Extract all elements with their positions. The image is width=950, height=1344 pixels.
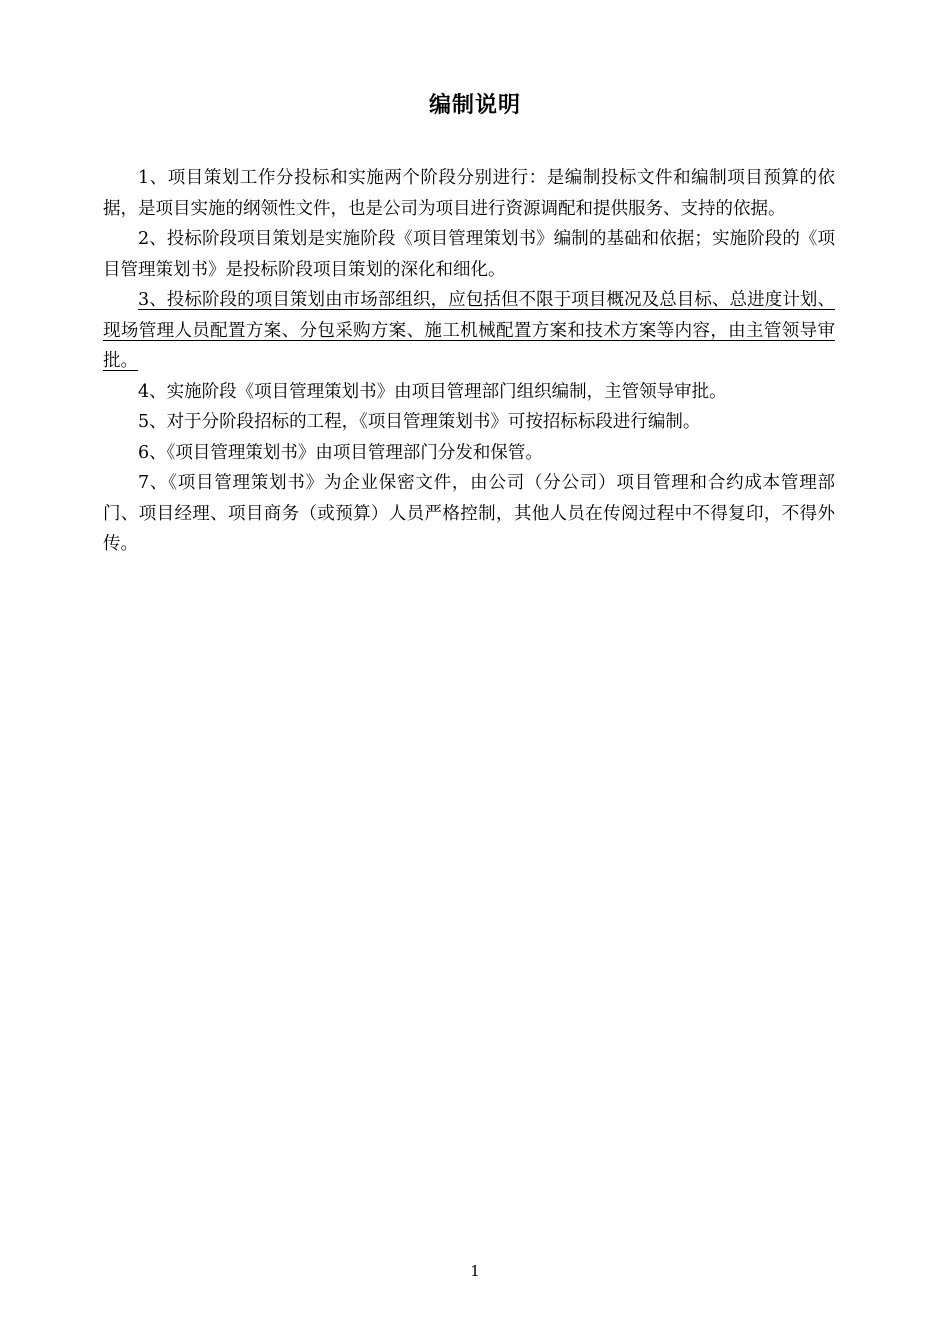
page-number: 1 bbox=[470, 1262, 480, 1280]
paragraph-4: 4、实施阶段《项目管理策划书》由项目管理部门组织编制，主管领导审批。 bbox=[138, 381, 727, 402]
paragraph-6: 6、《项目管理策划书》由项目管理部门分发和保管。 bbox=[138, 442, 543, 463]
document-body bbox=[103, 163, 835, 560]
document-title: 编制说明 bbox=[428, 93, 521, 118]
paragraph-2: 2、投标阶段项目策划是实施阶段《项目管理策划书》编制的基础和依据；实施阶段的《项目管理策划书》是投标阶段项目策划的深化和细化。 bbox=[103, 229, 835, 280]
paragraph-1: 1、项目策划工作分投标和实施两个阶段分别进行：是编制投标文件和编制项目预算的依据，是项目实施的纲领性文件，也是公司为项目进行资源调配和提供服务、支持的依据。 bbox=[103, 168, 835, 219]
paragraph-5: 5、对于分阶段招标的工程，《项目管理策划书》可按招标标段进行编制。 bbox=[138, 412, 701, 432]
paragraph-3-underlined: 3、投标阶段的项目策划由市场部组织，应包括但不限于项目概况及总目标、总进度计划、现场管理人员配置方案、分包采购方案、施工机械配置方案和技术方案等内容，由主管领导审批。 bbox=[103, 290, 835, 371]
paragraph-7: 7、《项目管理策划书》为企业保密文件，由公司（分公司）项目管理和合约成本管理部门、项目经理、项目商务（或预算）人员严格控制，其他人员在传阅过程中不得复印，不得外传。 bbox=[103, 473, 835, 554]
